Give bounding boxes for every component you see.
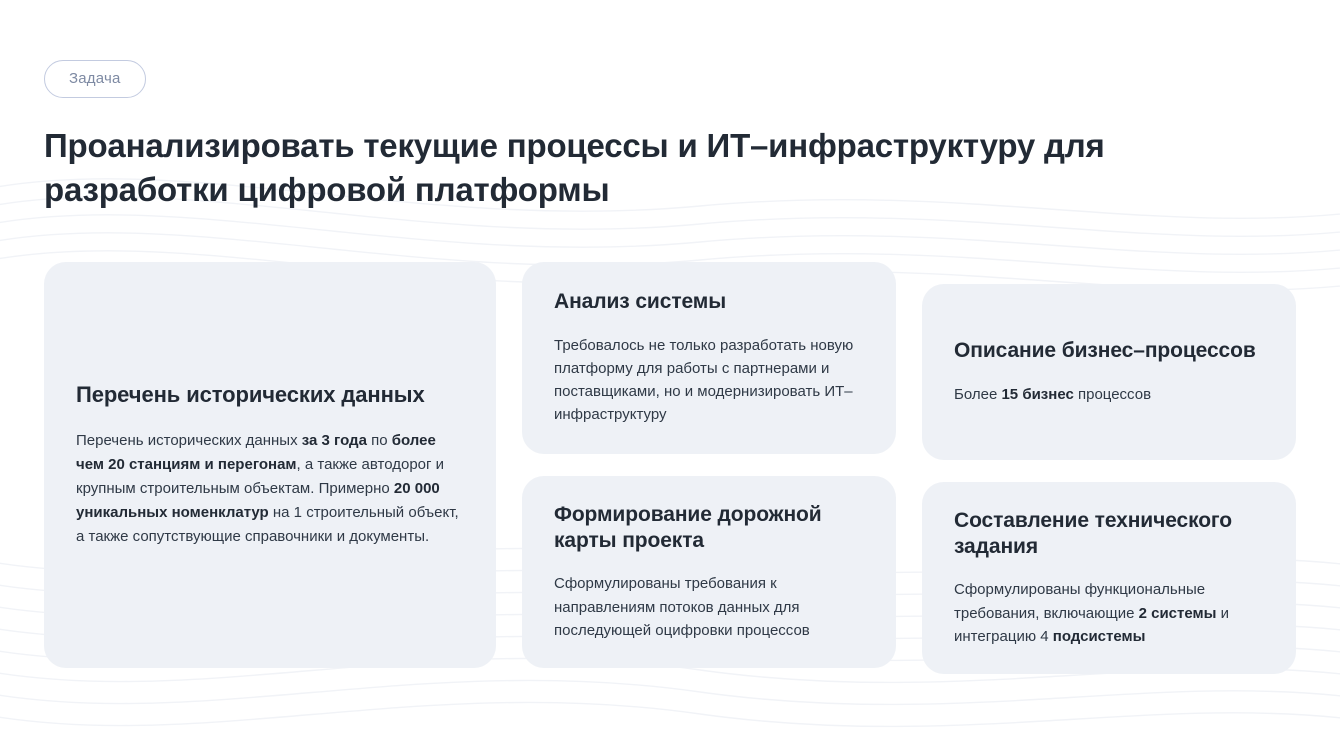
card-business-processes: [922, 284, 1296, 460]
card-heading: Составление технического задания: [954, 508, 1233, 559]
card-heading: Перечень исторических данных: [76, 382, 425, 408]
card-heading: Формирование дорожной карты проекта: [554, 502, 822, 553]
card-system-analysis: [522, 262, 896, 454]
card-body: Перечень исторических данных за 3 года по более чем 20 станциям и перегонам, а также автодорог и крупным строительным объектам. Примерно 20 000 уникальных номенклатур на 1 строительный объект, а также сопутствующие справочники и документы.: [76, 431, 459, 545]
section-tag: Задача: [44, 60, 146, 98]
column-left: [44, 262, 496, 674]
card-technical-task: [922, 482, 1296, 674]
card-body: Сформулированы требования к направлениям потоков данных для последующей оцифровки процессов: [554, 575, 810, 639]
card-body: Требовалось не только разработать новую платформу для работы с партнерами и поставщиками, но и модернизировать ИТ–инфраструктуру: [554, 336, 854, 424]
card-body: Сформулированы функциональные требования, включающие 2 системы и интеграцию 4 подсистемы: [954, 581, 1229, 645]
card-roadmap: [522, 476, 896, 668]
card-heading: Анализ системы: [554, 290, 727, 314]
card-historical-data: [44, 262, 496, 668]
column-right: [922, 262, 1296, 674]
cards-grid: [44, 262, 1296, 674]
card-body: Более 15 бизнес процессов: [954, 385, 1152, 403]
card-heading: Описание бизнес–процессов: [954, 339, 1256, 363]
column-middle: [522, 262, 896, 674]
page-title: Проанализировать текущие процессы и ИТ–инфраструктуру для разработки цифровой платформы: [44, 127, 1105, 209]
